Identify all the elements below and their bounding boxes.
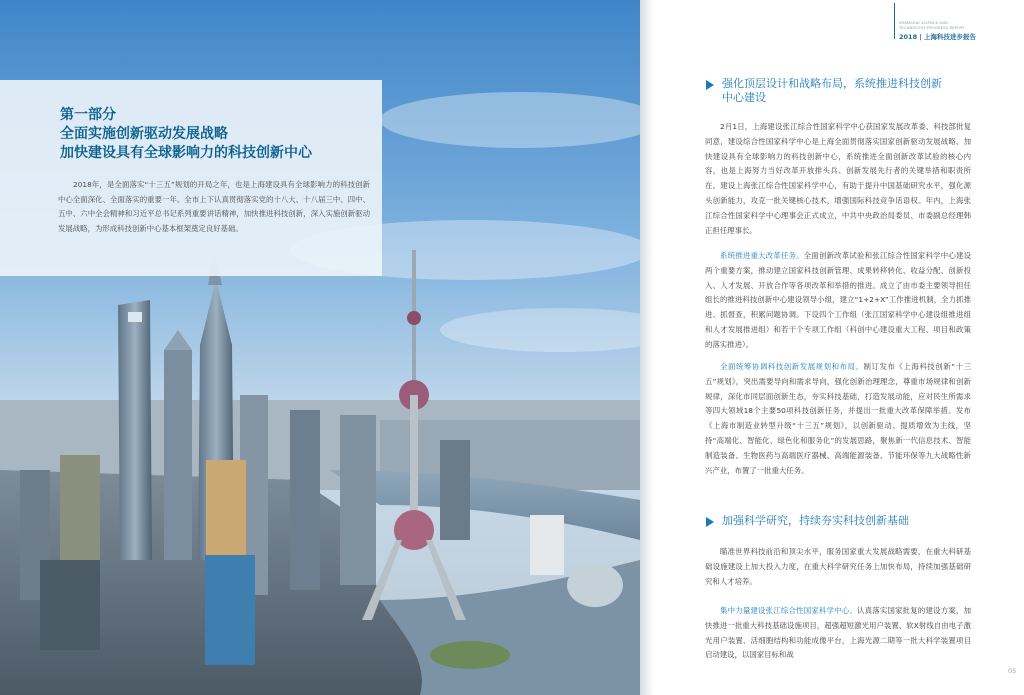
section-1-title-line-2: 中心建设 bbox=[722, 91, 766, 104]
paragraph-3-lead: 全面统筹协调科技创新发展规划和布局。 bbox=[720, 362, 864, 371]
section-2-paragraph-2 bbox=[705, 604, 971, 663]
intro-paragraph: 2018年，是全面落实“十三五”规划的开局之年，也是上海建设具有全球影响力的科技创新中心全面深化、全面落实的重要一年。全市上下认真贯彻落实党的十八大、十八届三中、四中、五中、六中全会精神和习近平总书记系列重要讲话精神，加快推进科技创新，深入实施创新驱动发展战略，为形成科技创新中心基本框架奠定良好基础。 bbox=[58, 180, 370, 233]
header-report-title: 2018 | 上海科技进步报告 bbox=[899, 33, 976, 41]
part-label: 第一部分 bbox=[60, 107, 116, 123]
section-2-paragraph-2-lead: 集中力量建设张江综合性国家科学中心。 bbox=[720, 606, 858, 615]
part-title bbox=[60, 106, 370, 163]
page-gutter bbox=[640, 0, 654, 695]
page-number: 05 bbox=[1008, 667, 1017, 675]
title-line-2: 加快建设具有全球影响力的科技创新中心 bbox=[60, 145, 312, 161]
header-rule bbox=[894, 3, 895, 39]
section-1-title-line-1: 强化顶层设计和战略布局，系统推进科技创新 bbox=[722, 77, 942, 90]
paragraph-2-lead: 系统推进重大改革任务。 bbox=[720, 251, 804, 260]
section-2-paragraph-2-body: 认真落实国家批复的建设方案，加快推进一批重大科技基础设施项目，超强超短激光用户装置、软X射线自由电子激光用户装置、活细胞结构和功能成像平台，上海光源二期等一批大科学装置项目启动建设，以国家目标和战 bbox=[705, 606, 971, 660]
paragraph-2-body: 全面创新改革试验和张江综合性国家科学中心建设两个重要方案，推动建立国家科技创新管理、成果转移转化、收益分配、创新投入、人才发展、开放合作等各项改革和举措的推进。成立了由市委主要领导担任组长的推进科技创新中心建设领导小组，建立“1+2+X”工作推进机制，全力抓推进、抓督查，积累问题协调。下设四个工作组（张江国家科学中心建设组推进组和人才发展推进组）和若干个专项工作组（科创中心建设重大工程、项目和政策的落实推进）。 bbox=[705, 251, 971, 349]
section-1-paragraph-2 bbox=[705, 249, 971, 353]
section-1-paragraph-1: 2月1日，上海建设张江综合性国家科学中心获国家发展改革委、科技部批复同意，建设综合性国家科学中心是上海全面贯彻落实国家创新驱动发展战略、加快建设具有全球影响力的科技创新中心，系统推进全面创新改革试验的核心内容，也是上海努力当好改革开放排头兵、创新发展先行者的关键举措和职责所在。建设上海张江综合性国家科学中心，有助于提升中国基础研究水平，强化源头创新能力，攻克一批关键核心技术，增强国际科技竞争话语权。年内，上海张江综合性国家科学中心理事会正式成立，中共中央政治局委员、市委副总经理韩正担任理事长。 bbox=[705, 122, 971, 235]
paragraph-3-body: 制订发布《上海科技创新“十三五”规划》，突出需要导向和需求导向，强化创新治理理念，尊重市场规律和创新规律，深化市同层面创新生态，夯实科技基础，打造发展动能，应对民生所需求等四大领域18个主要50项科技创新任务，并提出一批重大改革保障举措。发布《上海市制造业转型升级“十三五”规划》，以创新驱动、提质增效为主线，坚持“高端化、智能化、绿色化和服务化”的发展思路，聚焦新一代信息技术、智能制造装备、生物医药与高端医疗器械、高端能源装备、节能环保等九大战略性新兴产业，布置了一批重大任务。 bbox=[705, 362, 971, 475]
section-2-marker-icon bbox=[706, 517, 714, 527]
section-2-paragraph-1: 瞄准世界科技前沿和顶尖水平，服务国家重大发展战略需要，在重大科研基础设施建设上加大投入力度，在重大科学研究任务上加快布局，持续加强基础研究和人才培养。 bbox=[705, 547, 971, 586]
section-2-title: 加强科学研究，持续夯实科技创新基础 bbox=[722, 514, 909, 527]
header-en-line-1: SHANGHAI SCIENCE AND bbox=[899, 21, 948, 25]
section-1-marker-icon bbox=[706, 80, 714, 90]
title-line-1: 全面实施创新驱动发展战略 bbox=[60, 126, 228, 142]
section-1-title bbox=[722, 77, 1002, 105]
header-en-line-2: TECHNOLOGY PROGRESS REPORT bbox=[899, 25, 965, 30]
header-english bbox=[899, 21, 1017, 30]
section-1-paragraph-3 bbox=[705, 360, 971, 478]
